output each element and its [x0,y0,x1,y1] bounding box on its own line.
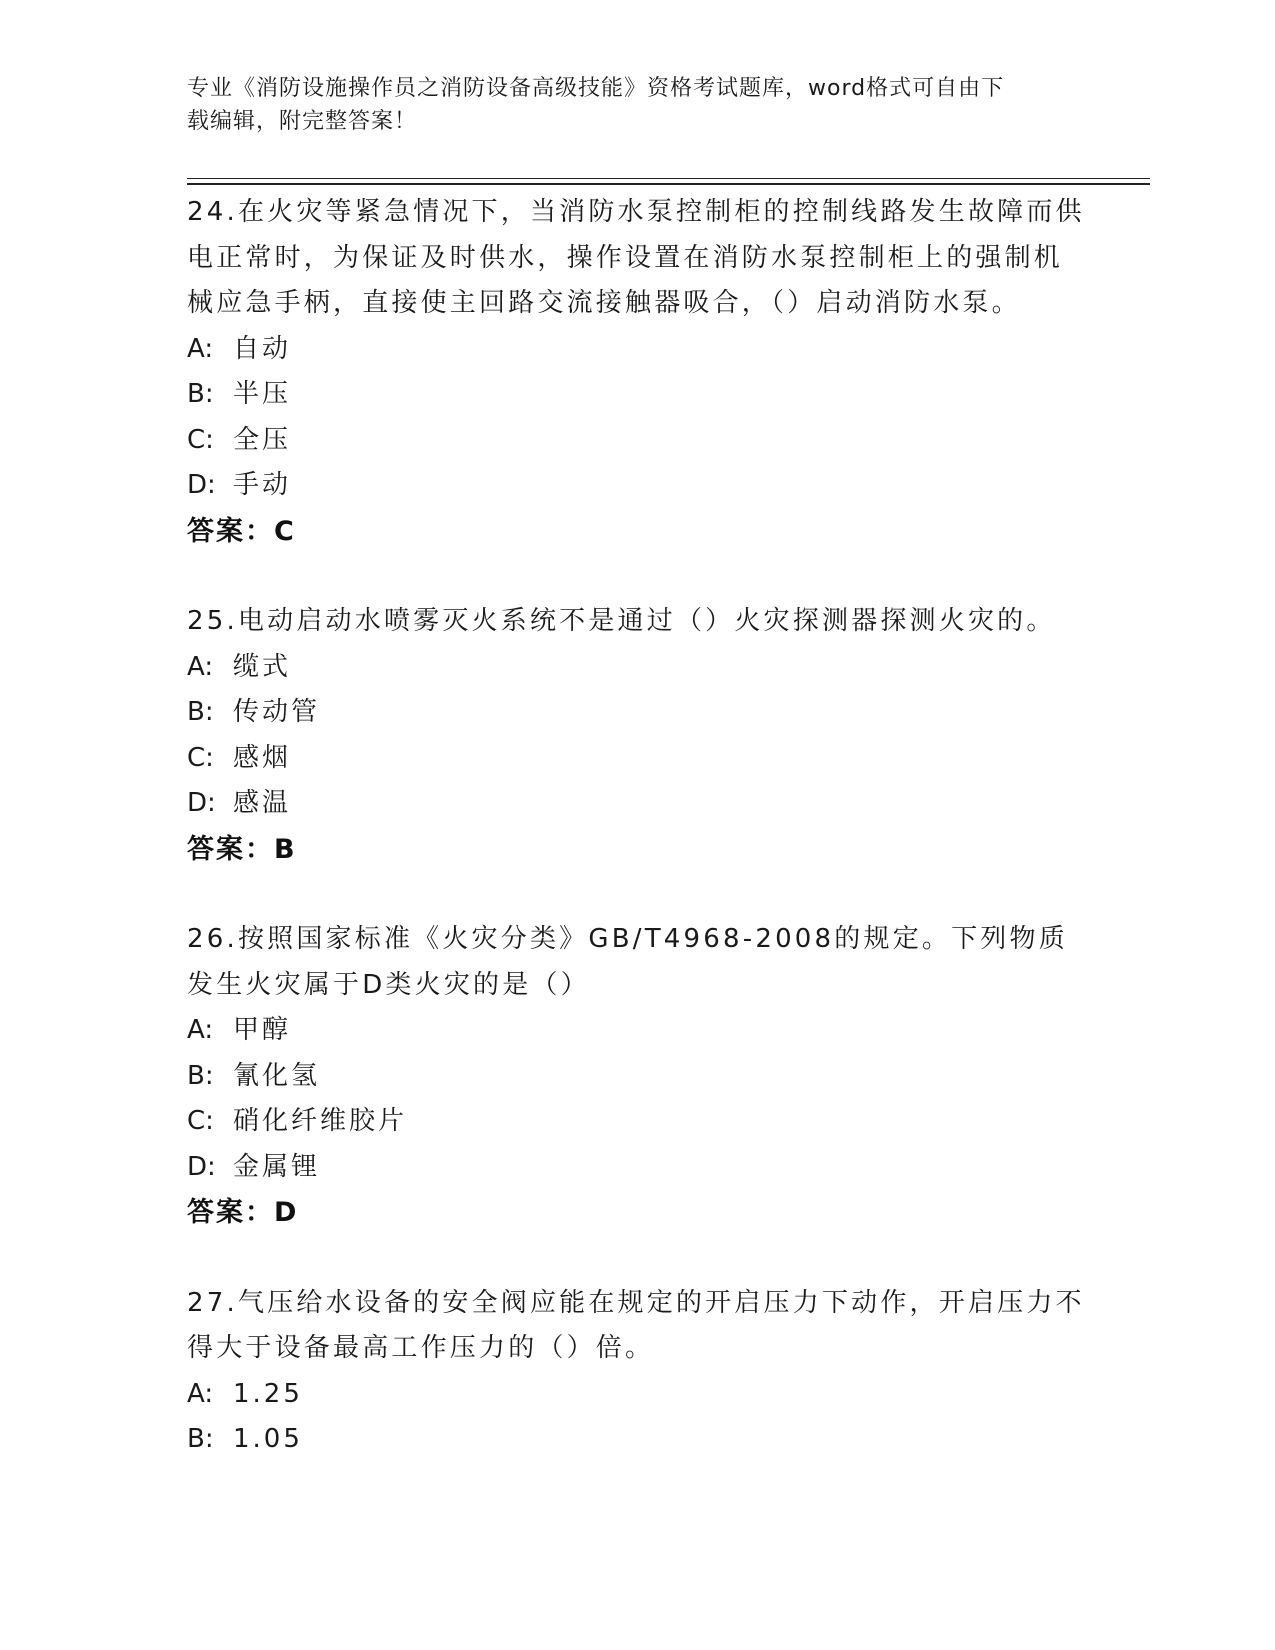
option-key: B: [187,697,214,727]
header-line-2: 载编辑，附完整答案！ [187,109,418,134]
option-d [187,1145,1087,1191]
option-b [187,1054,1087,1100]
question-stem: 25.电动启动水喷雾灭火系统不是通过（）火灾探测器探测火灾的。 [187,606,1056,636]
option-a [187,645,1087,691]
question-list [187,190,1087,1463]
option-key: A: [187,1015,214,1045]
option-key: B: [187,1424,214,1454]
option-text: 感温 [233,788,292,818]
option-text: 甲醇 [233,1015,292,1045]
answer-line: 答案：C [187,515,296,547]
option-key: D: [187,788,216,818]
question-24 [187,190,1087,554]
option-key: D: [187,470,216,500]
option-text: 氰化氢 [233,1060,321,1091]
header-line-1: 专业《消防设施操作员之消防设备高级技能》资格考试题库，word格式可自由下 [187,76,1005,101]
option-text: 自动 [233,333,292,364]
option-key: B: [187,1060,214,1091]
header-divider-thin [187,178,1150,179]
option-key: B: [187,379,214,409]
option-text: 半压 [233,379,292,409]
option-a [187,1008,1087,1054]
option-c [187,418,1087,464]
question-stem: 26.按照国家标准《火灾分类》GB/T4968-2008的规定。下列物质发生火灾属于D类火灾的是（） [187,924,1068,1000]
option-text: 感烟 [233,742,292,773]
answer-line: 答案：B [187,833,297,865]
option-key: C: [187,424,214,455]
option-key: A: [187,651,214,682]
option-b [187,1417,1087,1463]
option-a [187,1372,1087,1418]
option-key: A: [187,1378,214,1409]
option-text: 全压 [233,424,292,455]
header-divider-thick [187,183,1150,185]
question-spacer [187,872,1087,917]
answer-line: 答案：D [187,1197,299,1228]
option-text: 缆式 [233,651,292,682]
option-c [187,736,1087,782]
option-key: D: [187,1151,216,1182]
document-header [187,72,1067,138]
question-27 [187,1281,1087,1463]
option-b [187,372,1087,418]
option-c [187,1099,1087,1145]
option-text: 1.05 [233,1424,303,1454]
question-stem: 27.气压给水设备的安全阀应能在规定的开启压力下动作，开启压力不得大于设备最高工作压力的（）倍。 [187,1287,1085,1363]
option-text: 金属锂 [233,1151,321,1182]
option-text: 手动 [233,470,292,500]
option-text: 硝化纤维胶片 [233,1106,408,1136]
option-text: 1.25 [233,1378,303,1409]
option-text: 传动管 [233,697,321,727]
option-key: C: [187,742,214,773]
question-26 [187,917,1087,1236]
question-spacer [187,554,1087,599]
question-spacer [187,1236,1087,1281]
option-a [187,327,1087,373]
option-b [187,690,1087,736]
option-key: C: [187,1106,214,1136]
option-d [187,781,1087,827]
question-25 [187,599,1087,872]
question-stem: 24.在火灾等紧急情况下，当消防水泵控制柜的控制线路发生故障而供电正常时，为保证及时供水，操作设置在消防水泵控制柜上的强制机械应急手柄，直接使主回路交流接触器吸合，（）启动消防水泵。 [187,197,1085,318]
option-d [187,463,1087,509]
option-key: A: [187,333,214,364]
